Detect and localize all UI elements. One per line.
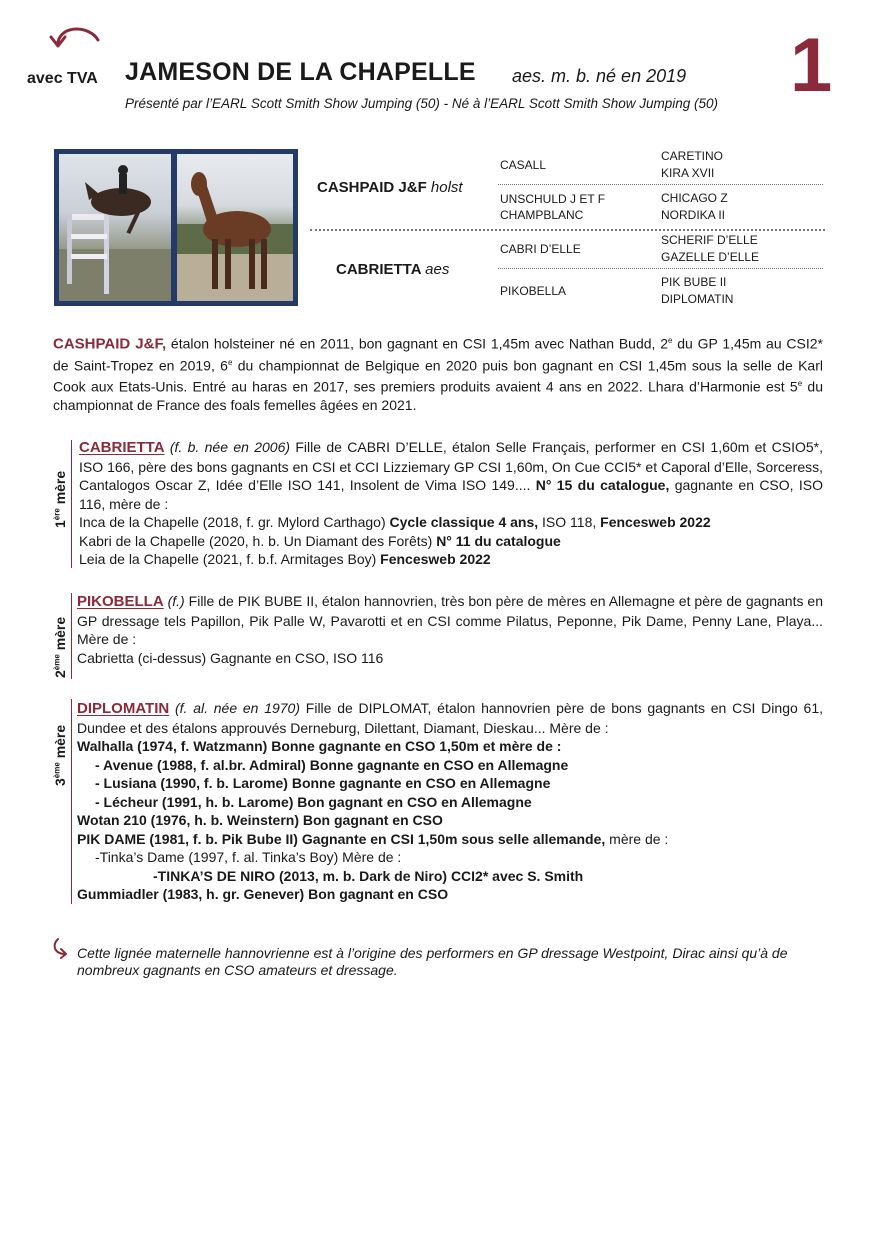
pedigree-gen3-3: CHICAGO Z bbox=[661, 191, 728, 205]
photo-frame bbox=[54, 149, 298, 306]
sire-name: CASHPAID J&F holst bbox=[317, 179, 463, 196]
offspring-row: PIK DAME (1981, f. b. Pik Bube II) Gagnante en CSI 1,50m sous selle allemande, mère de : bbox=[77, 830, 669, 847]
dam-name: CABRIETTA aes bbox=[336, 261, 450, 278]
pedigree-gen2-3: CABRI D’ELLE bbox=[500, 242, 581, 256]
vat-label: avec TVA bbox=[27, 70, 98, 87]
lot-number: 1 bbox=[790, 23, 833, 108]
pedigree-gen2-1: CASALL bbox=[500, 158, 547, 172]
offspring-row: - Lusiana (1990, f. b. Larome) Bonne gagnante en CSO en Allemagne bbox=[95, 775, 551, 791]
lineage-note: Cette lignée maternelle hannovrienne est à l’origine des performers en GP dressage Westpoint, Dirac ainsi qu’à de nombreux gagnants en CSO amateurs et dressage. bbox=[77, 945, 788, 978]
pedigree-gen3-4: NORDIKA II bbox=[661, 208, 726, 222]
pedigree-divider bbox=[498, 268, 823, 269]
second-dam-label: 2ème mère bbox=[52, 616, 68, 678]
first-dam-section: CABRIETTA (f. b. née en 2006) Fille de CABRI D’ELLE, étalon Selle Français, performer en CSI 1,60m et CSIO5*, ISO 166, père des bons gagnants en CSI et CCI Lizziemary GP CSI 1,60m, On Cue CCI5* et Caporal d’Elle, Sorceress, Cantalogos Oscar Z, Idée d’Elle ISO 141, Insolent de Vima ISO 149.... N° 15 du catalogue, gagnante en CSO, ISO 116, mère de : Inca de la Chapelle (2018, f. gr. Mylord Carthago) Cycle classique 4 ans, ISO 118, Fencesweb 2022 Kabri de la Chapelle (2020, h. b. Un Diamant des Forêts) N° 11 du catalogue Leia de la Chapelle (2021, f. b.f. Armitages Boy) Fencesweb 2022 bbox=[79, 439, 823, 567]
horse-subtitle: aes. m. b. né en 2019 bbox=[512, 66, 687, 86]
pedigree-divider bbox=[498, 184, 823, 185]
curved-arrow-icon bbox=[52, 937, 74, 959]
offspring-row: Wotan 210 (1976, h. b. Weinstern) Bon gagnant en CSO bbox=[77, 812, 443, 828]
offspring-row: Leia de la Chapelle (2021, f. b.f. Armitages Boy) Fencesweb 2022 bbox=[79, 551, 491, 567]
offspring-row: - Lécheur (1991, h. b. Larome) Bon gagnant en CSO en Allemagne bbox=[95, 793, 532, 810]
offspring-row: Gummiadler (1983, h. gr. Genever) Bon gagnant en CSO bbox=[77, 886, 449, 902]
third-dam-name: DIPLOMATIN bbox=[77, 700, 170, 717]
pedigree-divider-main bbox=[310, 229, 825, 231]
sire-description: CASHPAID J&F, étalon holsteiner né en 2011, bon gagnant en CSI 1,45m avec Nathan Budd, 2e du GP 1,45m au CSI2* de Saint-Tropez en 2019, 6e du championnat de Belgique en 2020 puis bon gagnant en CSI 1,45m sous la selle de Karl Cook aux Etats-Unis. Entré au haras en 2017, ses premiers produits avaient 4 ans en 2022. Lhara d’Harmonie est 5e du championnat de France des foals femelles âgées en 2021. bbox=[53, 335, 823, 414]
third-dam-label: 3ème mère bbox=[52, 724, 68, 786]
pedigree-gen3-2: KIRA XVII bbox=[661, 166, 715, 180]
offspring-row: Cabrietta (ci-dessus) Gagnante en CSO, ISO 116 bbox=[77, 649, 384, 666]
section-bar bbox=[71, 699, 72, 904]
second-dam-section: PIKOBELLA (f.) Fille de PIK BUBE II, étalon hannovrien, très bon père de mères en Allemagne et père de gagnants en GP dressage tels Papillon, Pik Palle W, Pavarotti et en CSI comme Pilatus, Peponne, Pik Dame, Penny Lane, Playa... Mère de : Cabrietta (ci-dessus) Gagnante en CSO, ISO 116 bbox=[77, 593, 823, 666]
horse-name: JAMESON DE LA CHAPELLE bbox=[125, 58, 476, 86]
offspring-row: Walhalla (1974, f. Watzmann) Bonne gagnante en CSO 1,50m et mère de : bbox=[77, 738, 562, 754]
offspring-row: - Avenue (1988, f. al.br. Admiral) Bonne gagnante en CSO en Allemagne bbox=[95, 756, 569, 773]
pedigree-gen3-7: PIK BUBE II bbox=[661, 275, 727, 289]
first-dam-label: 1ère mère bbox=[52, 470, 68, 528]
curved-arrow-icon bbox=[40, 22, 110, 66]
offspring-row: Inca de la Chapelle (2018, f. gr. Mylord Carthago) Cycle classique 4 ans, ISO 118, Fencesweb 2022 bbox=[79, 514, 711, 530]
second-dam-name: PIKOBELLA bbox=[77, 593, 164, 610]
offspring-row: -TINKA’S DE NIRO (2013, m. b. Dark de Niro) CCI2* avec S. Smith bbox=[153, 867, 584, 884]
section-bar bbox=[71, 440, 72, 568]
third-dam-section: DIPLOMATIN (f. al. née en 1970) Fille de DIPLOMAT, étalon hannovrien père de bons gagnants en CSI Dingo 61, Dundee et des étalons approuvés Derneburg, Dilettant, Diamant, Dieskau... Mère de : Walhalla (1974, f. Watzmann) Bonne gagnante en CSO 1,50m et mère de : - Avenue (1988, f. al.br. Admiral) Bonne gagnante en CSO en Allemagne - Lusiana (1990, f. b. Larome) Bonne gagnante en CSO en Allemagne - Lécheur (1991, h. b. Larome) Bon gagnant en CSO en Allemagne Wotan 210 (1976, h. b. Weinstern) Bon gagnant en CSO PIK DAME (1981, f. b. Pik Bube II) Gagnante en CSI 1,50m sous selle allemande, mère de : -Tinka’s Dame (1997, f. al. Tinka’s Boy) Mère de : -TINKA’S DE NIRO (2013, m. b. Dark de Niro) CCI2* avec S. Smith Gummiadler (1983, h. gr. Genever) Bon gagnant en CSO bbox=[77, 700, 823, 902]
offspring-row: Kabri de la Chapelle (2020, h. b. Un Diamant des Forêts) N° 11 du catalogue bbox=[79, 532, 561, 549]
pedigree-gen3-8: DIPLOMATIN bbox=[661, 292, 734, 306]
first-dam-name: CABRIETTA bbox=[79, 439, 165, 456]
jumping-photo bbox=[59, 154, 171, 301]
pedigree-gen2-4: PIKOBELLA bbox=[500, 284, 567, 298]
pedigree-gen2-2: UNSCHULD J ET F CHAMPBLANC bbox=[500, 192, 606, 222]
pedigree-gen3-5: SCHERIF D’ELLE bbox=[661, 233, 758, 247]
section-bar bbox=[71, 593, 72, 679]
presented-by: Présenté par l’EARL Scott Smith Show Jumping (50) - Né à l’EARL Scott Smith Show Jumping (50) bbox=[125, 96, 719, 111]
conformation-photo bbox=[177, 154, 293, 301]
pedigree-gen3-1: CARETINO bbox=[661, 149, 724, 163]
pedigree-gen3-6: GAZELLE D’ELLE bbox=[661, 250, 760, 264]
offspring-row: -Tinka’s Dame (1997, f. al. Tinka’s Boy) Mère de : bbox=[95, 849, 402, 865]
